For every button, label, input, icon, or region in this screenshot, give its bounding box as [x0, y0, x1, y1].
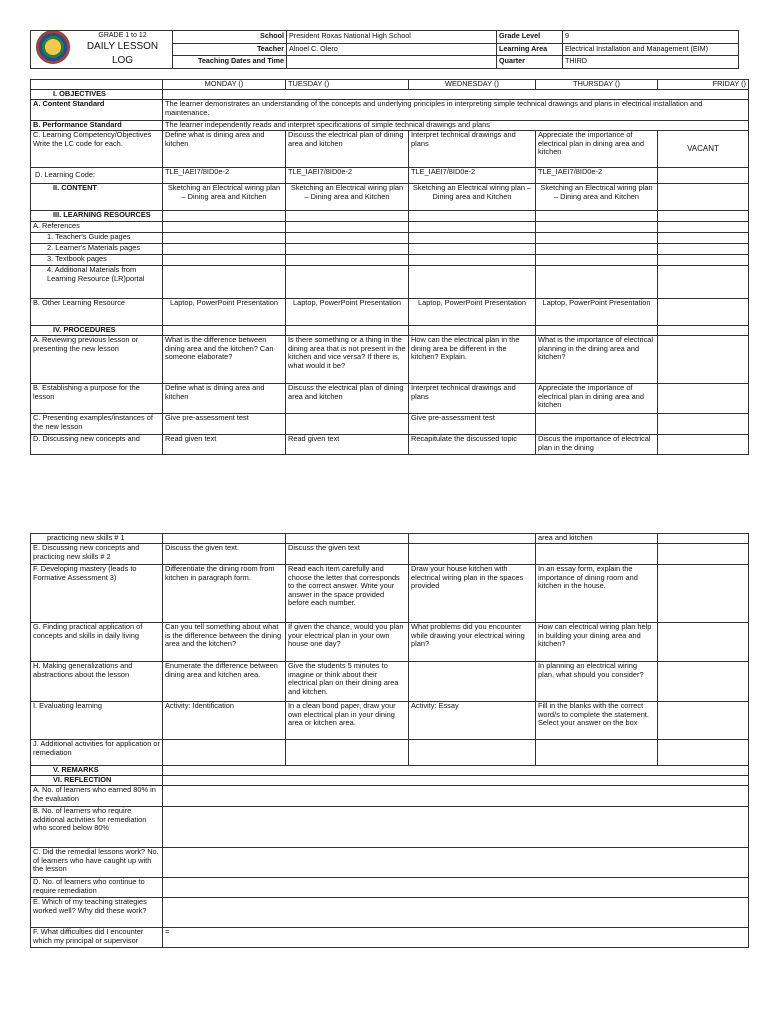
additional-materials-label: 4. Additional Materials from Learning Resource (LR)portal — [31, 266, 163, 299]
references-label: A. References — [31, 222, 163, 233]
competency-thu: Appreciate the importance of electrical plan in dining area and kitchen — [536, 131, 658, 168]
proc-h-tue: Give the students 5 minutes to imagine or think about their electrical plan on their dining area and kitchen. — [286, 662, 409, 702]
proc-c-thu — [536, 414, 658, 435]
proc-d-label: D. Discussing new concepts and — [31, 435, 163, 455]
proc-i-thu: Fill in the blanks with the correct word/s to complete the statement. Select your answer on the box — [536, 702, 658, 740]
proc-f-mon: Differentiate the dining room from kitchen in paragraph form. — [163, 565, 286, 623]
procedures-heading: IV. PROCEDURES — [31, 326, 163, 336]
proc-i-mon: Activity: Identification — [163, 702, 286, 740]
proc-b-label: B. Establishing a purpose for the lesson — [31, 384, 163, 414]
competency-fri: VACANT — [658, 131, 749, 168]
dates-value — [287, 56, 497, 69]
competency-wed: Interpret technical drawings and plans — [409, 131, 536, 168]
proc-e-fri — [658, 544, 749, 565]
code-fri — [658, 168, 749, 184]
proc-e-wed — [409, 544, 536, 565]
proc-d-tue: Read given text — [286, 435, 409, 455]
grade-level-label: Grade Level — [497, 31, 563, 44]
code-tue: TLE_IAEI7/8ID0e-2 — [286, 168, 409, 184]
proc-g-mon: Can you tell something about what is the difference between the dining area and the kitchen? — [163, 623, 286, 662]
proc-f-fri — [658, 565, 749, 623]
content-mon: Sketching an Electrical wiring plan – Dining area and Kitchen — [163, 184, 286, 211]
proc-a-tue: Is there something or a thing in the dining area that is not present in the kitchen and vice versa? If there is, what would it be? — [286, 336, 409, 384]
proc-e-label: E. Discussing new concepts and practicing new skills # 2 — [31, 544, 163, 565]
proc-a-wed: How can the electrical plan in the dining area be different in the kitchen? Explain. — [409, 336, 536, 384]
proc-e-mon: Discuss the given text. — [163, 544, 286, 565]
proc-c-tue — [286, 414, 409, 435]
proc-f-wed: Draw your house kitchen with electrical wiring plan in the spaces provided — [409, 565, 536, 623]
doc-title: DAILY LESSON LOG — [86, 41, 159, 66]
proc-i-wed: Activity: Essay — [409, 702, 536, 740]
proc-g-label: G. Finding practical application of concepts and skills in daily living — [31, 623, 163, 662]
proc-c-label: C. Presenting examples/instances of the new lesson — [31, 414, 163, 435]
day-header-tuesday: TUESDAY () — [286, 80, 409, 90]
proc-b-wed: Interpret technical drawings and plans — [409, 384, 536, 414]
proc-b-fri — [658, 384, 749, 414]
remarks-heading: V. REMARKS — [31, 766, 163, 776]
proc-g-fri — [658, 623, 749, 662]
proc-j-label: J. Additional activities for application or remediation — [31, 740, 163, 766]
lesson-table-page2 — [30, 533, 749, 948]
reflection-e-label: E. Which of my teaching strategies worked well? Why did these work? — [31, 898, 163, 928]
proc-d-mon-cont — [163, 534, 286, 544]
title-cell — [31, 31, 173, 69]
proc-h-wed — [409, 662, 536, 702]
content-heading: II. CONTENT — [31, 184, 163, 211]
proc-b-mon: Define what is dining area and kitchen — [163, 384, 286, 414]
grade-range: GRADE 1 to 12 — [98, 32, 147, 39]
learning-area-value: Electrical Installation and Management (EIM) — [563, 43, 739, 56]
header-table — [30, 30, 739, 69]
resources-heading: III. LEARNING RESOURCES — [31, 211, 163, 222]
proc-d-wed-cont — [409, 534, 536, 544]
proc-i-tue: In a clean bond paper, draw your own electrical plan in your dining area or kitchen area. — [286, 702, 409, 740]
proc-c-wed: Give pre-assessment test — [409, 414, 536, 435]
proc-f-label: F. Developing mastery (leads to Formative Assessment 3) — [31, 565, 163, 623]
day-header-friday: FRIDAY () — [658, 80, 749, 90]
reflection-f-label: F. What difficulties did I encounter which my principal or supervisor — [31, 928, 163, 948]
proc-a-fri — [658, 336, 749, 384]
performance-standard-label: B. Performance Standard — [31, 121, 163, 131]
day-header-thursday: THURSDAY () — [536, 80, 658, 90]
other-resource-mon: Laptop, PowerPoint Presentation — [163, 299, 286, 326]
proc-d-tue-cont — [286, 534, 409, 544]
reflection-f-value: = — [163, 928, 749, 948]
code-mon: TLE_IAEI7/8ID0e-2 — [163, 168, 286, 184]
other-resource-thu: Laptop, PowerPoint Presentation — [536, 299, 658, 326]
proc-g-tue: If given the chance, would you plan your electrical plan in your own house one day? — [286, 623, 409, 662]
proc-h-mon: Enumerate the difference between dining area and kitchen area. — [163, 662, 286, 702]
competency-tue: Discuss the electrical plan of dining area and kitchen — [286, 131, 409, 168]
teacher-value: Alnoel C. Olero — [287, 43, 497, 56]
reflection-b-label: B. No. of learners who require additional activities for remediation who scored below 80% — [31, 807, 163, 848]
performance-standard-value: The learner independently reads and interpret specifications of simple technical drawings and plans — [163, 121, 749, 131]
content-tue: Sketching an Electrical wiring plan – Dining area and Kitchen — [286, 184, 409, 211]
learners-materials-label: 2. Learner's Materials pages — [31, 244, 163, 255]
content-standard-value: The learner demonstrates an understanding of the concepts and underlying principles in interpreting simple technical drawings and plans in electrical installation and maintenance. — [163, 100, 749, 121]
code-wed: TLE_IAEI7/8ID0e-2 — [409, 168, 536, 184]
other-resource-tue: Laptop, PowerPoint Presentation — [286, 299, 409, 326]
proc-h-thu: In planning an electrical wiring plan, what should you consider? — [536, 662, 658, 702]
proc-h-fri — [658, 662, 749, 702]
other-resource-fri — [658, 299, 749, 326]
proc-a-mon: What is the difference between dining area and the kitchen? Can someone elaborate? — [163, 336, 286, 384]
proc-g-thu: How can electrical wiring plan help in building your dining area and kitchen? — [536, 623, 658, 662]
quarter-label: Quarter — [497, 56, 563, 69]
reflection-a-label: A. No. of learners who earned 80% in the evaluation — [31, 786, 163, 807]
proc-a-thu: What is the importance of electrical planning in the dining area and kitchen? — [536, 336, 658, 384]
grade-level-value: 9 — [563, 31, 739, 44]
proc-f-tue: Read each item carefully and choose the letter that corresponds to the correct answer. Write your answer in the space provided before each number. — [286, 565, 409, 623]
school-label: School — [173, 31, 287, 44]
content-wed: Sketching an Electrical wiring plan – Dining area and Kitchen — [409, 184, 536, 211]
reflection-heading: VI. REFLECTION — [31, 776, 163, 786]
proc-c-fri — [658, 414, 749, 435]
proc-e-thu — [536, 544, 658, 565]
code-thu: TLE_IAEI7/8ID0e-2 — [536, 168, 658, 184]
proc-b-tue: Discuss the electrical plan of dining area and kitchen — [286, 384, 409, 414]
teachers-guide-label: 1. Teacher's Guide pages — [31, 233, 163, 244]
day-header-wednesday: WEDNESDAY () — [409, 80, 536, 90]
content-fri — [658, 184, 749, 211]
proc-d-fri — [658, 435, 749, 455]
competency-mon: Define what is dining area and kitchen — [163, 131, 286, 168]
proc-a-label: A. Reviewing previous lesson or presenting the new lesson — [31, 336, 163, 384]
content-standard-label: A. Content Standard — [31, 100, 163, 121]
competency-label: C. Learning Competency/Objectives Write the LC code for each. — [31, 131, 163, 168]
proc-e-tue: Discuss the given text — [286, 544, 409, 565]
proc-d-wed: Recapitulate the discussed topic — [409, 435, 536, 455]
content-thu: Sketching an Electrical wiring plan – Dining area and Kitchen — [536, 184, 658, 211]
other-resource-label: B. Other Learning Resource — [31, 299, 163, 326]
proc-d-thu: Discus the importance of electrical plan in the dining — [536, 435, 658, 455]
reflection-c-label: C. Did the remedial lessons work? No. of learners who have caught up with the lesson — [31, 848, 163, 878]
day-header-monday: MONDAY () — [163, 80, 286, 90]
proc-d-label-cont: practicing new skills # 1 — [31, 534, 163, 544]
learning-area-label: Learning Area — [497, 43, 563, 56]
textbook-label: 3. Textbook pages — [31, 255, 163, 266]
other-resource-wed: Laptop, PowerPoint Presentation — [409, 299, 536, 326]
proc-i-label: I. Evaluating learning — [31, 702, 163, 740]
proc-b-thu: Appreciate the importance of electrical plan in dining area and kitchen — [536, 384, 658, 414]
quarter-value: THIRD — [563, 56, 739, 69]
proc-i-fri — [658, 702, 749, 740]
proc-f-thu: In an essay form, explain the importance of dining room and kitchen in the house. — [536, 565, 658, 623]
learning-code-label: D. Learning Code: — [31, 168, 163, 184]
proc-d-fri-cont — [658, 534, 749, 544]
teacher-label: Teacher — [173, 43, 287, 56]
reflection-d-label: D. No. of learners who continue to require remediation — [31, 878, 163, 898]
proc-d-mon: Read given text — [163, 435, 286, 455]
lesson-table-page1 — [30, 79, 749, 455]
proc-h-label: H. Making generalizations and abstractions about the lesson — [31, 662, 163, 702]
objectives-heading: I. OBJECTIVES — [31, 90, 163, 100]
proc-d-thu-cont: area and kitchen — [536, 534, 658, 544]
school-value: President Roxas National High School — [287, 31, 497, 44]
proc-c-mon: Give pre-assessment test — [163, 414, 286, 435]
proc-g-wed: What problems did you encounter while drawing your electrical wiring plan? — [409, 623, 536, 662]
dates-label: Teaching Dates and Time — [173, 56, 287, 69]
